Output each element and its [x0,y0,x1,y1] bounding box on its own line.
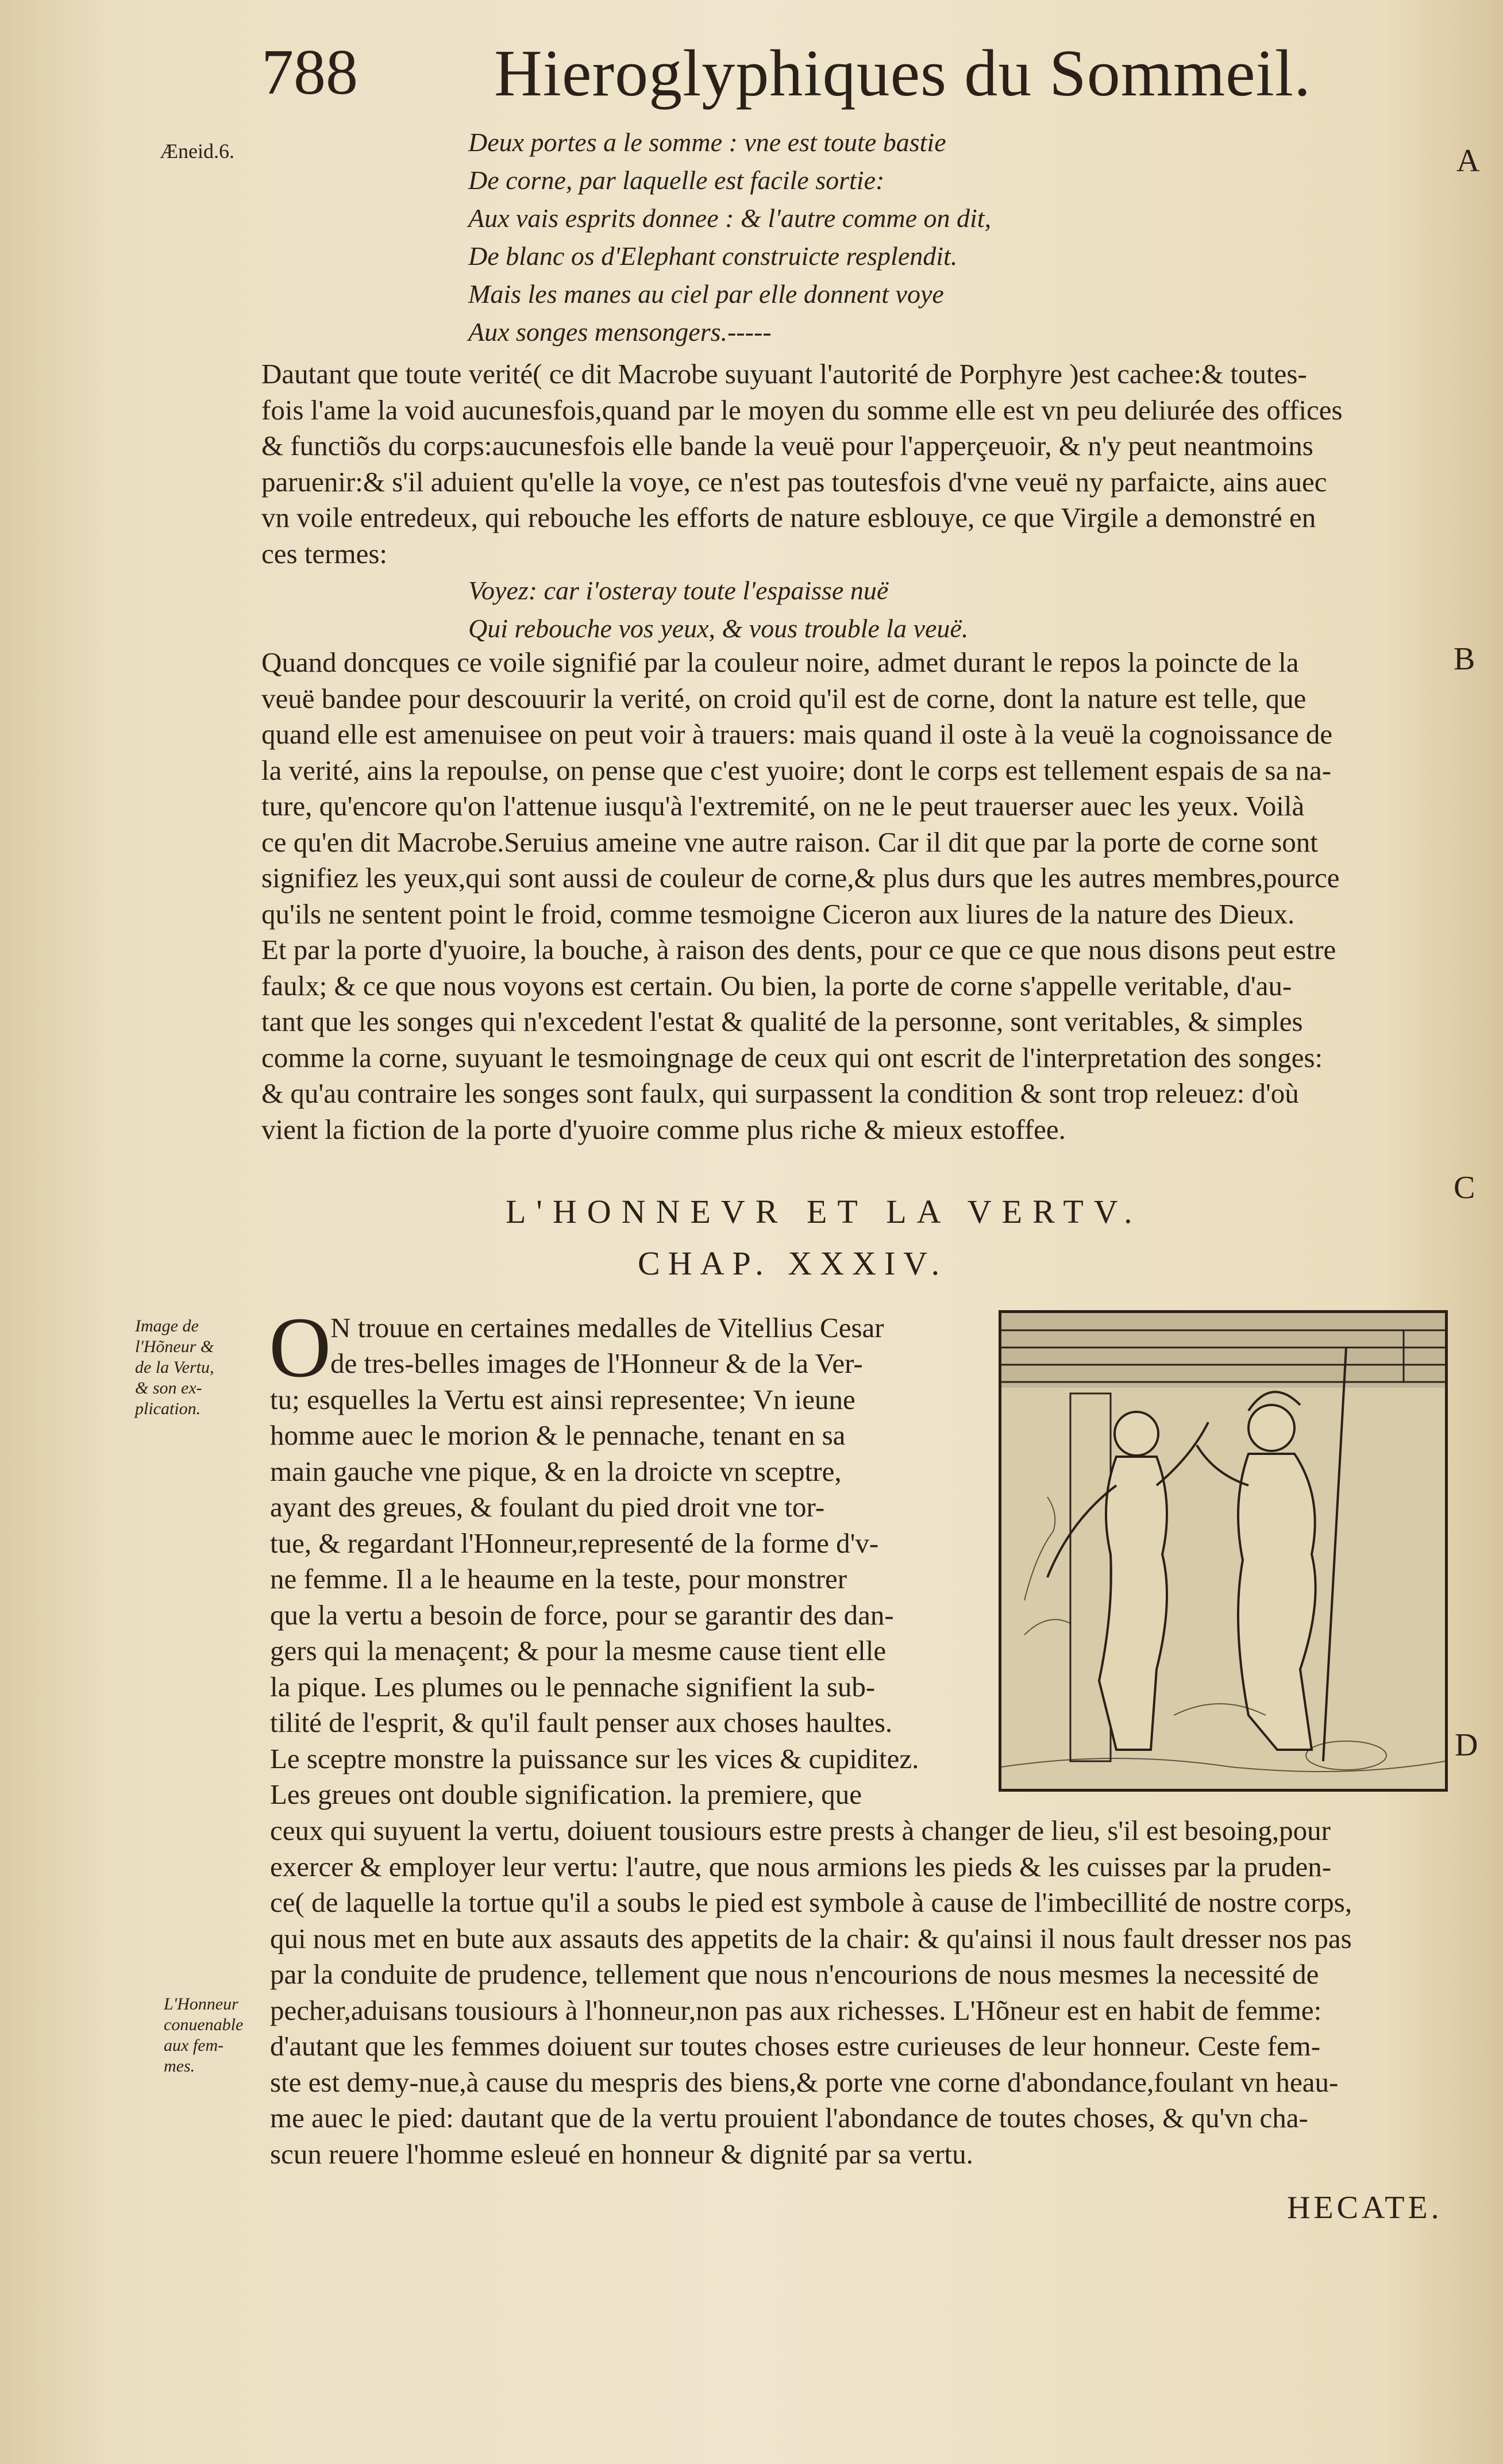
text-line: paruenir:& s'il aduient qu'elle la voye, ce n'est pas toutesfois d'vne veuë ny parfaicte, ains auec [261,465,1327,498]
verse-line: Mais les manes au ciel par elle donnent voye [468,279,944,309]
text-line: faulx; & ce que nous voyons est certain. Ou bien, la porte de corne s'appelle veritable, d'au- [261,969,1292,1002]
text-line: la verité, ains la repoulse, on pense que c'est yuoire; dont le corps est tellement espais de sa na- [261,754,1332,786]
drop-cap: O [269,1300,332,1395]
text-line: vn voile entredeux, qui rebouche les efforts de nature esblouye, ce que Virgile a demonstré en [261,502,1316,533]
verse-line: Qui rebouche vos yeux, & vous trouble la veuë. [468,614,969,643]
page-number: 788 [261,37,358,108]
text-line: ce qu'en dit Macrobe.Seruius ameine vne autre raison. Car il dit que par la porte de corne sont [261,826,1318,858]
text-line: que la vertu a besoin de force, pour se garantir des dan- [270,1599,894,1631]
text-line: ne femme. Il a le heaume en la teste, pour monstrer [270,1563,847,1595]
text-line: fois l'ame la void aucunesfois,quand par le moyen du somme elle est vn peu deliurée des offices [261,394,1343,426]
text-line: qu'ils ne sentent point le froid, comme tesmoigne Ciceron aux liures de la nature des Dieux. [261,898,1295,930]
margin-note-line: L'Honneur [164,1995,238,2013]
margin-letter-b: B [1454,641,1475,677]
text-line: homme auec le morion & le pennache, tenant en sa [270,1419,846,1451]
margin-note-line: & son ex- [135,1379,202,1397]
margin-note-line: plication. [135,1399,201,1418]
text-line: Quand doncques ce voile signifié par la couleur noire, admet durant le repos la poincte de la [261,646,1299,678]
text-line: ceux qui suyuent la vertu, doiuent tousiours estre prests à changer de lieu, s'il est besoing,pour [270,1815,1331,1846]
margin-note-honneur-femmes [164,1994,243,2077]
running-title: Hieroglyphiques du Sommeil. [494,37,1312,110]
margin-note-line: l'Hõneur & [135,1337,214,1356]
text-line: comme la corne, suyuant le tesmoingnage de ceux qui ont escrit de l'interpretation des songes: [261,1041,1323,1073]
text-line: Les greues ont double signification. la premiere, que [270,1778,862,1810]
text-line: la pique. Les plumes ou le pennache signifient la sub- [270,1670,876,1703]
margin-letter-c: C [1454,1170,1475,1206]
margin-reference-aeneid: Æneid.6. [160,140,234,163]
text-line: de tres-belles images de l'Honneur & de la Ver- [330,1348,863,1379]
text-line: exercer & employer leur vertu: l'autre, que nous armions les pieds & les cuisses par la pruden- [270,1850,1332,1882]
text-line: & functiõs du corps:aucunesfois elle bande la veuë pour l'apperçeuoir, & n'y peut neantmoins [261,430,1313,461]
text-line: tue, & regardant l'Honneur,representé de la forme d'v- [270,1527,879,1559]
text-line: tant que les songes qui n'excedent l'estat & qualité de la personne, sont veritables, & simples [261,1006,1303,1037]
chapter-text-narrow [270,1346,974,1813]
text-line: vient la fiction de la porte d'yuoire comme plus riche & mieux estoffee. [261,1113,1066,1145]
verse-line: Aux vais esprits donnee : & l'autre comme on dit, [468,203,992,233]
margin-letter-d: D [1455,1727,1478,1763]
text-line: gers qui la menaçent; & pour la mesme cause tient elle [270,1635,887,1666]
text-line: & qu'au contraire les songes sont faulx, qui surpassent la condition & sont trop releuez: d'où [261,1077,1299,1109]
text-line: d'autant que les femmes doiuent sur toutes choses estre curieuses de leur honneur. Ceste fem- [270,2030,1321,2062]
paragraph-macrobe [261,356,1456,572]
chapter-first-line [330,1310,974,1346]
verse-line: Deux portes a le somme : vne est toute bastie [468,128,946,157]
margin-note-line: aux fem- [164,2036,224,2055]
verse-line: De blanc os d'Elephant construicte resplendit. [468,241,958,271]
text-line: veuë bandee pour descouurir la verité, on croid qu'il est de corne, dont la nature est telle, que [261,682,1307,714]
text-line: ste est demy-nue,à cause du mespris des biens,& porte vne corne d'abondance,foulant vn heau- [270,2066,1339,2098]
text-line: Dautant que toute verité( ce dit Macrobe suyuant l'autorité de Porphyre )est cachee:& toutes- [261,358,1307,390]
margin-note-line: conuenable [164,2015,244,2034]
margin-note-image-honneur [135,1316,214,1419]
text-line: Le sceptre monstre la puissance sur les vices & cupiditez. [270,1742,919,1774]
margin-note-line: mes. [164,2057,195,2076]
verse-line: Voyez: car i'osteray toute l'espaisse nuë [468,576,889,605]
text-line: N trouue en certaines medalles de Vitellius Cesar [330,1312,884,1343]
chapter-title: L'HONNEVR ET LA VERTV. [506,1193,1143,1230]
woodcut-figures-image [1001,1313,1445,1789]
margin-note-line: de la Vertu, [135,1358,214,1377]
catchword: HECATE. [1287,2190,1443,2226]
verse-block-voyez [468,572,968,648]
verse-block-virgil [468,124,991,351]
chapter-number: CHAP. XXXIV. [638,1245,948,1282]
text-line: pecher,aduisans tousiours à l'honneur,non pas aux richesses. L'Hõneur est en habit de femme: [270,1994,1322,2026]
text-line: ces termes: [261,537,388,569]
margin-letter-a: A [1456,143,1480,179]
text-line: ture, qu'encore qu'on l'attenue iusqu'à l'extremité, on ne le peut trauerser auec les yeux. Voilà [261,790,1305,822]
text-line: scun reuere l'homme esleué en honneur & dignité par sa vertu. [270,2138,973,2170]
text-line: me auec le pied: dautant que de la vertu prouient l'abondance de toutes choses, & qu'vn cha- [270,2102,1308,2134]
text-line: quand elle est amenuisee on peut voir à trauers: mais quand il oste à la veuë la cognoissance de [261,718,1333,750]
margin-note-line: Image de [135,1316,199,1335]
paragraph-porte-de-corne [261,645,1456,1148]
text-line: signifiez les yeux,qui sont aussi de couleur de corne,& plus durs que les autres membres,pource [261,862,1340,894]
woodcut-illustration-honneur-vertu [999,1310,1448,1792]
text-line: ce( de laquelle la tortue qu'il a soubs le pied est symbole à cause de l'imbecillité de nostre corps, [270,1886,1352,1918]
text-line: par la conduite de prudence, tellement que nous n'encourions de nous mesmes la necessité de [270,1958,1319,1990]
text-line: tilité de l'esprit, & qu'il fault penser aux choses haultes. [270,1707,893,1738]
text-line: tu; esquelles la Vertu est ainsi representee; Vn ieune [270,1383,855,1415]
verse-line: De corne, par laquelle est facile sortie: [468,165,885,195]
text-line: main gauche vne pique, & en la droicte vn sceptre, [270,1455,842,1487]
text-line: Et par la porte d'yuoire, la bouche, à raison des dents, pour ce que ce que nous disons peut estre [261,934,1336,965]
chapter-text-wide [270,1813,1456,2172]
text-line: ayant des greues, & foulant du pied droit vne tor- [270,1491,825,1523]
text-line: qui nous met en bute aux assauts des appetits de la chair: & qu'ainsi il nous fault dresser nos pas [270,1922,1352,1954]
verse-line: Aux songes mensongers.----- [468,317,772,346]
